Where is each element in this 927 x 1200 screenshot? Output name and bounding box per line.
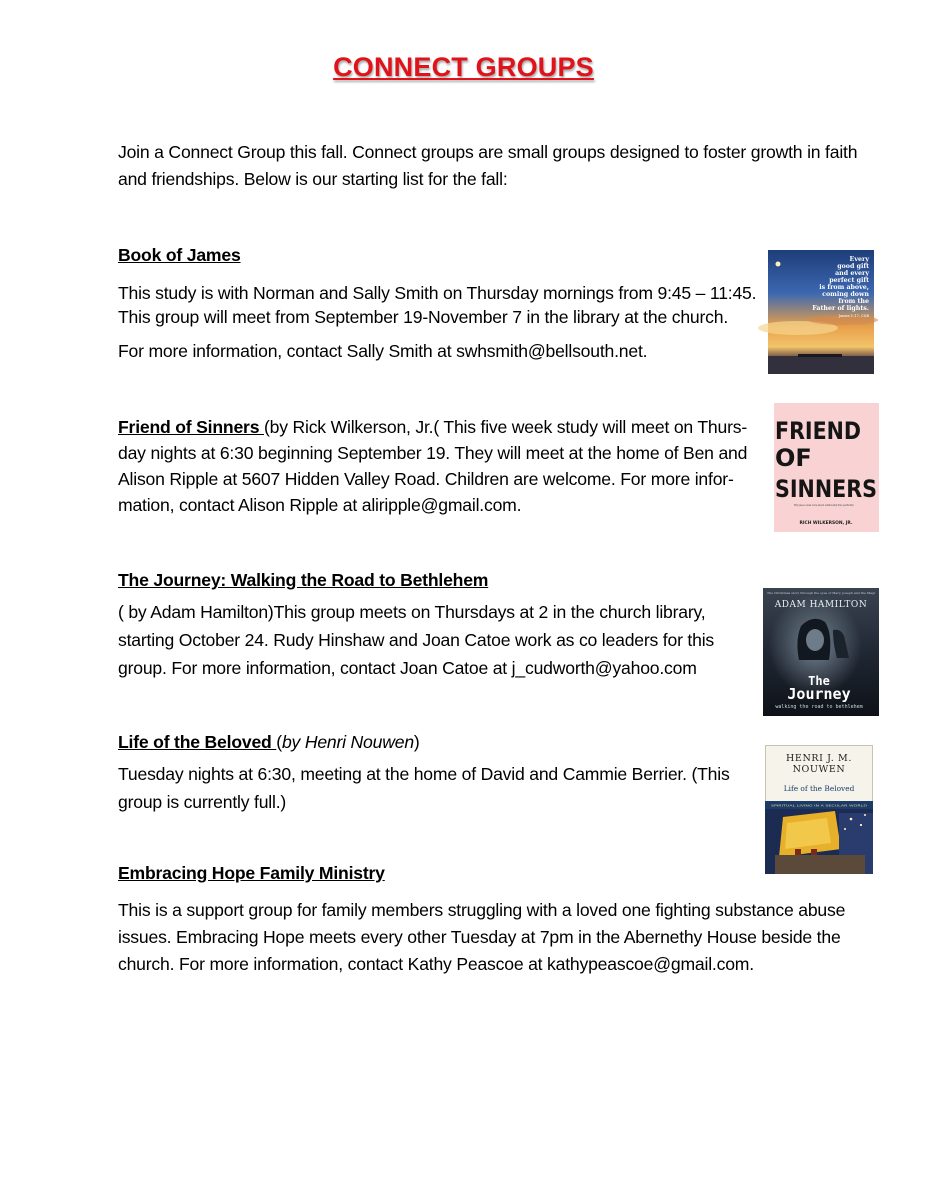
cover-text: coming down [822,291,869,298]
cover-text: good gift [837,263,869,270]
cover-text: Father of lights. [812,305,869,312]
intro-line: and friendships. Below is our starting list for the fall: [118,169,508,189]
group-line: starting October 24. Rudy Hinshaw and Joan Catoe work as co leaders for this [118,630,715,650]
group-line: This group will meet from September 19-November 7 in the library at the church. [118,307,729,327]
group-heading-line [118,728,730,756]
group-life-of-the-beloved [118,728,730,816]
cover-text: and every [835,270,869,277]
cover-author: NOUWEN [792,764,846,775]
group-the-journey [118,566,714,682]
group-line: This is a support group for family members struggling with a loved one fighting substance abuse [118,900,846,920]
group-line: Tuesday nights at 6:30, meeting at the home of David and Cammie Berrier. (This [118,764,730,784]
book-cover-friend-of-sinners [774,403,879,532]
cover-band: SPIRITUAL LIVING IN A SECULAR WORLD [771,803,869,808]
group-line: day nights at 6:30 beginning September 19. They will meet at the home of Ben and [118,443,748,463]
cover-text: perfect gift [829,277,869,284]
intro-line: Join a Connect Group this fall. Connect groups are small groups designed to foster growth in faith [118,142,858,162]
cover-author: ADAM HAMILTON [774,600,868,610]
cover-title: The [808,674,830,688]
book-cover-james [768,250,874,374]
group-heading: Life of the Beloved [118,732,277,752]
book-cover-the-journey [763,588,879,716]
book-cover-life-of-the-beloved [765,745,873,874]
cover-text: is from above, [819,284,869,291]
group-heading-author: by Henri Nouwen [281,732,414,752]
group-heading-open: ( [276,732,282,752]
cover-text: James 1:17, CSB [838,314,869,318]
cover-subtitle: walking the road to bethlehem [775,704,863,710]
page-title: CONNECT GROUPS [333,52,594,82]
group-line: issues. Embracing Hope meets every other Tuesday at 7pm in the Abernethy House beside the [118,927,841,947]
cover-title: SINNERS [775,475,877,503]
cover-title: Life of the Beloved [783,784,855,793]
group-line: ( by Adam Hamilton)This group meets on Thursdays at 2 in the church library, [118,602,706,622]
cover-author: HENRI J. M. [786,753,852,764]
group-friend-of-sinners [118,414,747,518]
group-line: church. For more information, contact Kathy Peascoe at kathypeascoe@gmail.com. [118,954,754,974]
cover-subtitle: Why Jesus cares more about relationship than perfection [794,503,855,507]
cover-text: from the [838,298,869,305]
group-heading-close: ) [413,732,420,752]
cover-tagline: The Christmas story through the eyes of Mary, Joseph and the Magi [767,591,876,595]
group-line: mation, contact Alison Ripple at aliripple@gmail.com. [118,495,522,515]
group-embracing-hope [118,860,845,978]
group-line: This study is with Norman and Sally Smith on Thursday mornings from 9:45 – 11:45. [118,283,757,303]
group-heading: Embracing Hope Family Ministry [118,863,385,883]
group-contact: For more information, contact Sally Smith at swhsmith@bellsouth.net. [118,341,648,361]
group-line: Alison Ripple at 5607 Hidden Valley Road. Children are welcome. For more infor- [118,469,734,489]
cover-title: FRIEND [775,417,861,445]
group-book-of-james [118,243,756,363]
group-heading: The Journey: Walking the Road to Bethlehem [118,570,489,590]
intro-paragraph [118,139,857,193]
group-line: group is currently full.) [118,792,287,812]
group-heading: Friend of Sinners [118,417,264,437]
cover-text: Every [849,256,869,263]
group-heading-suffix: (by Rick Wilkerson, Jr.( This five week study will meet on Thurs- [263,417,747,437]
group-heading-line [118,414,747,440]
cover-author: RICH WILKERSON, JR. [799,521,853,526]
group-line: group. For more information, contact Joan Catoe at j_cudworth@yahoo.com [118,658,697,678]
group-heading: Book of James [118,245,241,265]
cover-title: Journey [787,685,851,703]
cover-title: OF [775,444,812,472]
